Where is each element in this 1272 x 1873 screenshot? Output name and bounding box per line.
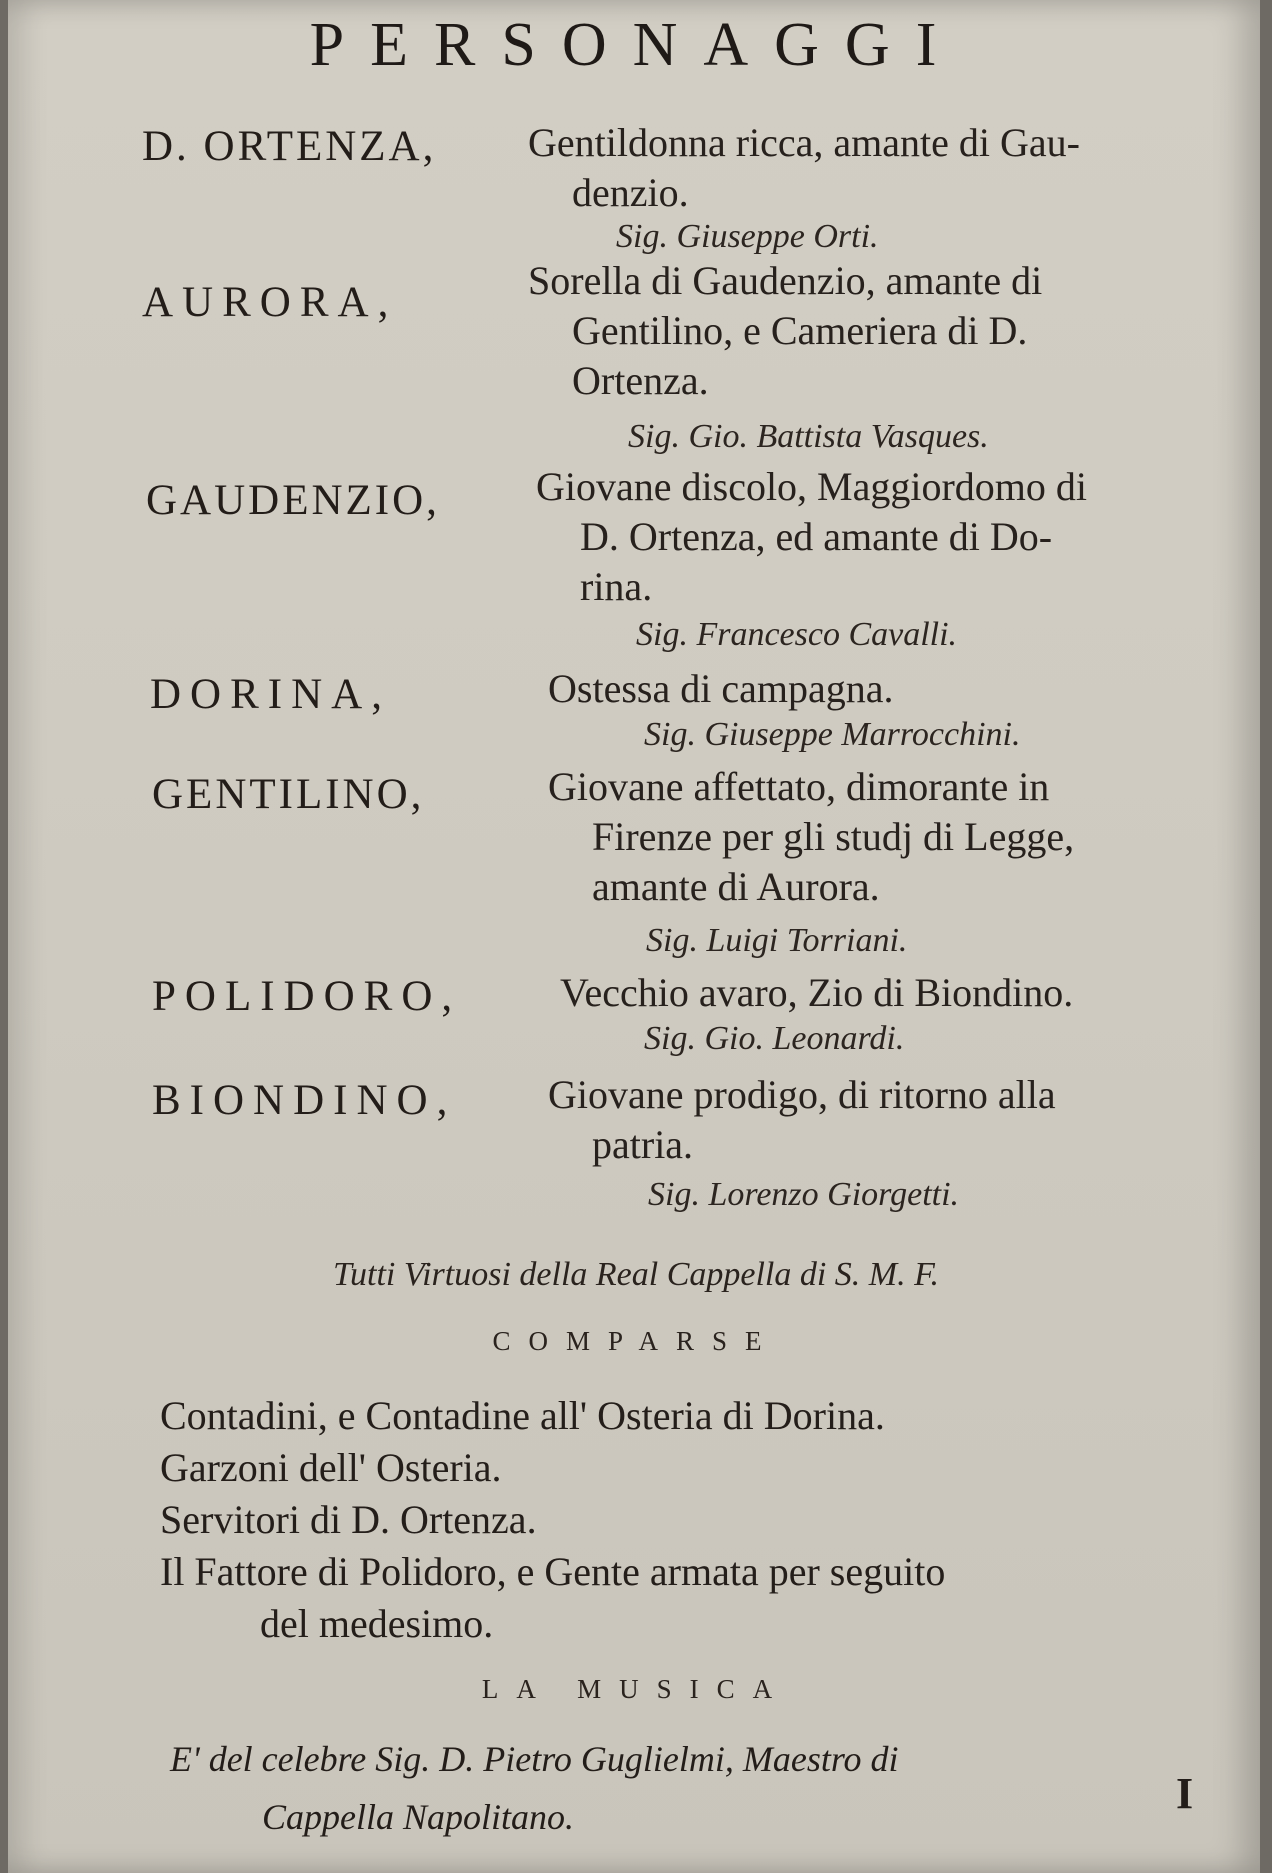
description-line: rina. bbox=[580, 564, 653, 609]
actor-name: Sig. Giuseppe Marrocchini. bbox=[644, 716, 1021, 753]
comparse-line: Il Fattore di Polidoro, e Gente armata per seguito bbox=[160, 1549, 946, 1594]
virtuosi-note: Tutti Virtuosi della Real Cappella di S. M. F. bbox=[332, 1256, 940, 1293]
character-name: GAUDENZIO, bbox=[146, 477, 440, 524]
character-description bbox=[548, 664, 893, 714]
actor-name: Sig. Luigi Torriani. bbox=[646, 922, 908, 959]
comparse-line: Contadini, e Contadine all' Osteria di Dorina. bbox=[160, 1393, 885, 1438]
description-line: Ortenza. bbox=[572, 358, 709, 403]
page-title: PERSONAGGI bbox=[309, 11, 963, 79]
character-name: AURORA, bbox=[142, 279, 398, 326]
actor-name: Sig. Gio. Leonardi. bbox=[644, 1020, 905, 1057]
description-line: Giovane discolo, Maggiordomo di bbox=[536, 464, 1088, 509]
character-description bbox=[528, 256, 1042, 406]
character-description bbox=[528, 118, 1080, 218]
character-name: GENTILINO, bbox=[152, 771, 425, 818]
character-description bbox=[548, 1070, 1056, 1170]
actor-name: Sig. Gio. Battista Vasques. bbox=[628, 418, 989, 455]
description-line: amante di Aurora. bbox=[592, 864, 880, 909]
character-name: BIONDINO, bbox=[152, 1077, 457, 1124]
comparse-line: del medesimo. bbox=[260, 1601, 494, 1646]
character-name: D. ORTENZA, bbox=[142, 123, 437, 170]
character-description bbox=[560, 968, 1073, 1018]
description-line: Firenze per gli studj di Legge, bbox=[592, 814, 1075, 859]
character-description bbox=[536, 462, 1087, 612]
description-line: denzio. bbox=[572, 170, 689, 215]
character-description bbox=[548, 762, 1074, 912]
description-line: D. Ortenza, ed amante di Do- bbox=[580, 514, 1053, 559]
description-line: patria. bbox=[592, 1122, 694, 1167]
musica-heading: LA MUSICA bbox=[481, 1674, 791, 1704]
description-line: Gentildonna ricca, amante di Gau- bbox=[528, 120, 1080, 165]
page-number: I bbox=[1176, 1769, 1194, 1818]
musica-line: Cappella Napolitano. bbox=[262, 1797, 575, 1837]
comparse-line: Servitori di D. Ortenza. bbox=[160, 1497, 537, 1542]
character-name: DORINA, bbox=[150, 671, 391, 718]
musica-line: E' del celebre Sig. D. Pietro Guglielmi, Maestro di bbox=[170, 1739, 899, 1779]
description-line: Ostessa di campagna. bbox=[548, 666, 894, 711]
actor-name: Sig. Giuseppe Orti. bbox=[616, 218, 879, 255]
description-line: Gentilino, e Cameriera di D. bbox=[572, 308, 1028, 353]
comparse-line: Garzoni dell' Osteria. bbox=[160, 1445, 502, 1490]
description-line: Giovane affettato, dimorante in bbox=[548, 764, 1050, 809]
comparse-list bbox=[160, 1390, 945, 1650]
description-line: Sorella di Gaudenzio, amante di bbox=[528, 258, 1043, 303]
actor-name: Sig. Lorenzo Giorgetti. bbox=[648, 1176, 960, 1213]
description-line: Giovane prodigo, di ritorno alla bbox=[548, 1072, 1056, 1117]
actor-name: Sig. Francesco Cavalli. bbox=[636, 616, 958, 653]
description-line: Vecchio avaro, Zio di Biondino. bbox=[560, 970, 1074, 1015]
musica-text bbox=[170, 1730, 899, 1846]
comparse-heading: COMPARSE bbox=[492, 1326, 780, 1356]
character-name: POLIDORO, bbox=[152, 973, 462, 1020]
